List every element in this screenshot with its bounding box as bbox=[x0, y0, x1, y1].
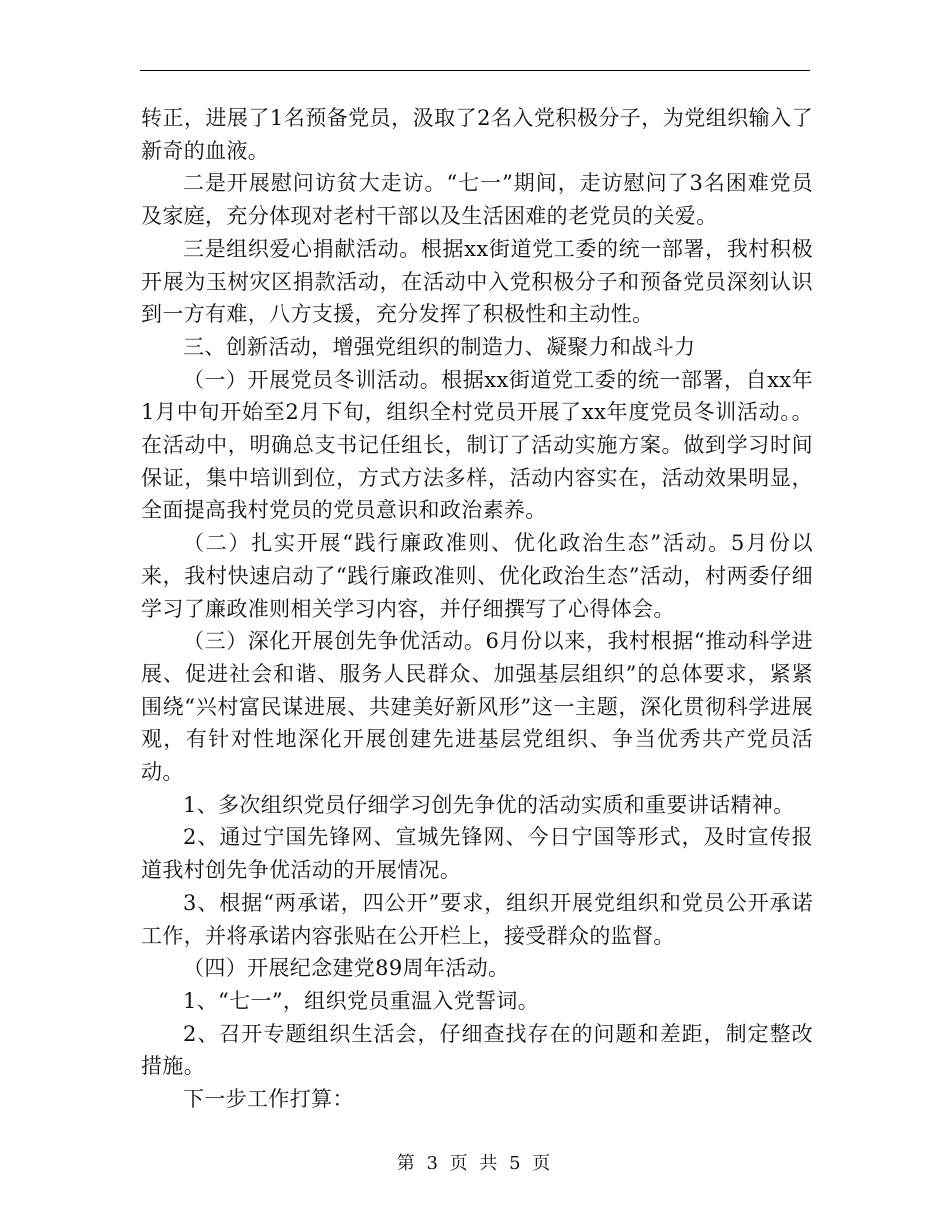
paragraph: （三）深化开展创先争优活动。6月份以来，我村根据“推动科学进展、促进社会和谐、服务人民群众、加强基层组织”的总体要求，紧紧围绕“兴村富民谋进展、共建美好新风形”这一主题，深化贯彻科学进展观，有针对性地深化开展创建先进基层党组织、争当优秀共产党员活动。 bbox=[141, 629, 813, 785]
paragraph: （四）开展纪念建党89周年活动。 bbox=[183, 956, 510, 981]
page-number: 第 3 页 共 5 页 bbox=[396, 1153, 554, 1174]
list-item: 1、多次组织党员仔细学习创先争优的活动实质和重要讲话精神。 bbox=[183, 792, 795, 817]
paragraph: 下一步工作打算： bbox=[183, 1087, 354, 1112]
paragraph: （二）扎实开展“践行廉政准则、优化政治生态”活动。5月份以来，我村快速启动了“践行廉政准则、优化政治生态”活动，村两委仔细学习了廉政准则相关学习内容，并仔细撰写了心得体会。 bbox=[141, 531, 813, 621]
list-item: 3、根据“两承诺，四公开”要求，组织开展党组织和党员公开承诺工作，并将承诺内容张贴在公开栏上，接受群众的监督。 bbox=[141, 890, 813, 948]
paragraph: 三是组织爱心捐献活动。根据xx街道党工委的统一部署，我村积极开展为玉树灾区捐款活动，在活动中入党积极分子和预备党员深刻认识到一方有难，八方支援，充分发挥了积极性和主动性。 bbox=[141, 236, 813, 327]
list-item: 2、通过宁国先锋网、宣城先锋网、今日宁国等形式，及时宣传报道我村创先争优活动的开展情况。 bbox=[141, 825, 813, 883]
section-heading: 三、创新活动，增强党组织的制造力、凝聚力和战斗力 bbox=[183, 334, 696, 359]
paragraph: 转正，进展了1名预备党员，汲取了2名入党积极分子，为党组织输入了新奇的血液。 bbox=[141, 106, 813, 163]
list-item: 2、召开专题组织生活会，仔细查找存在的问题和差距，制定整改措施。 bbox=[141, 1021, 813, 1079]
paragraph: 二是开展慰问访贫大走访。“七一”期间，走访慰问了3名困难党员及家庭，充分体现对老村干部以及生活困难的老党员的关爱。 bbox=[141, 171, 813, 229]
document-body bbox=[141, 102, 813, 1116]
paragraph: （一）开展党员冬训活动。根据xx街道党工委的统一部署，自xx年1月中旬开始至2月下旬，组织全村党员开展了xx年度党员冬训活动。。在活动中，明确总支书记任组长，制订了活动实施方案。做到学习时间保证，集中培训到位，方式方法多样，活动内容实在，活动效果明显，全面提高我村党员的党员意识和政治素养。 bbox=[141, 367, 813, 523]
header-rule bbox=[140, 70, 810, 71]
list-item: 1、“七一”，组织党员重温入党誓词。 bbox=[183, 988, 540, 1013]
